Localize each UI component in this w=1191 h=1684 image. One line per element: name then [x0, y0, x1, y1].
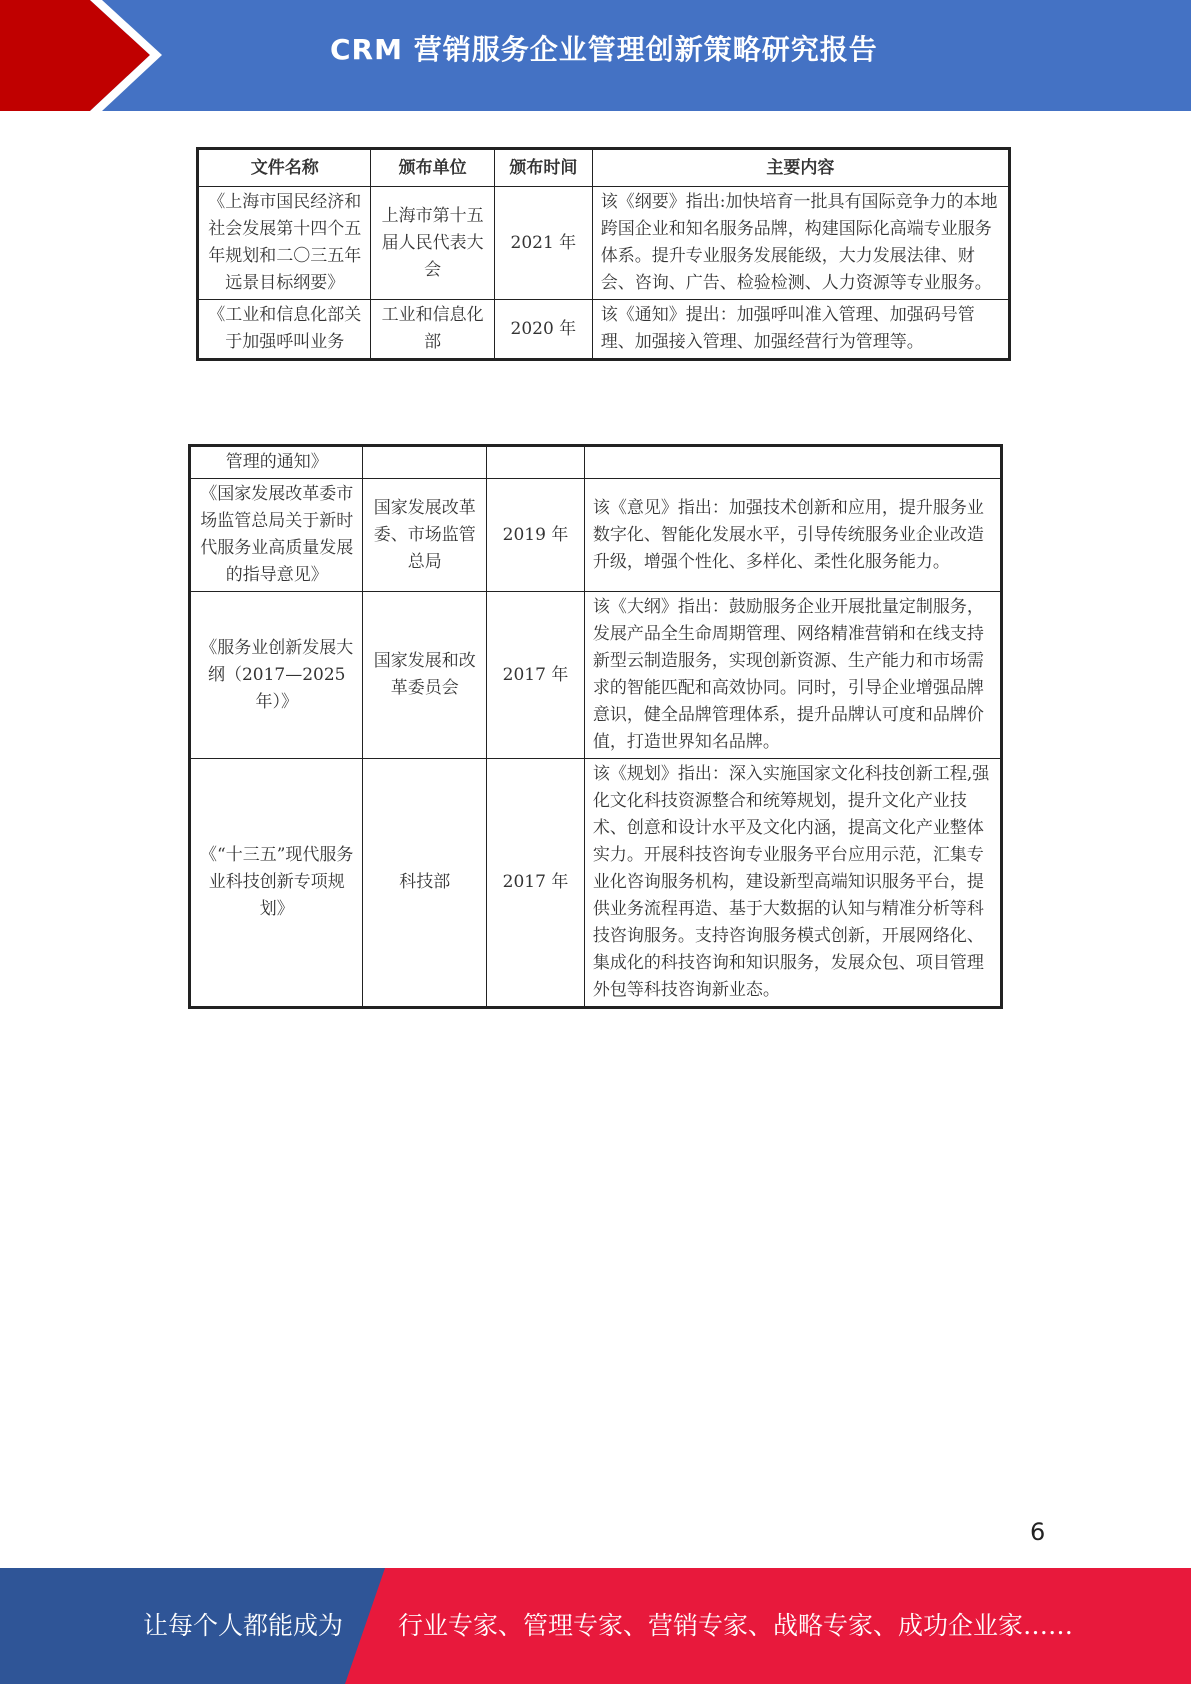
cell-issuer: 工业和信息化部 [371, 300, 495, 360]
table-row [190, 592, 1002, 759]
policy-table-part2 [188, 444, 1003, 1009]
policy-table-part1 [196, 147, 1011, 361]
cell-doc-name: 《“十三五”现代服务业科技创新专项规划》 [190, 759, 363, 1008]
header-banner [0, 0, 1191, 111]
table-row [190, 446, 1002, 479]
cell-year: 2017 年 [487, 592, 585, 759]
cell-year [487, 446, 585, 479]
cell-content: 该《规划》指出：深入实施国家文化科技创新工程,强化文化科技资源整合和统筹规划，提升文化产业技术、创意和设计水平及文化内涵，提高文化产业整体实力。开展科技咨询专业服务平台应用示范，汇集专业化咨询服务机构，建设新型高端知识服务平台，提供业务流程再造、基于大数据的认知与精准分析等科技咨询服务。支持咨询服务模式创新，开展网络化、集成化的科技咨询和知识服务，发展众包、项目管理外包等科技咨询新业态。 [584, 759, 1001, 1008]
cell-year: 2021 年 [494, 187, 592, 300]
cell-doc-name: 《上海市国民经济和社会发展第十四个五年规划和二〇三五年远景目标纲要》 [198, 187, 371, 300]
cell-content: 该《意见》指出：加强技术创新和应用，提升服务业数字化、智能化发展水平，引导传统服务业企业改造升级，增强个性化、多样化、柔性化服务能力。 [584, 479, 1001, 592]
header-cell-issuer: 颁布单位 [371, 149, 495, 187]
cell-year: 2019 年 [487, 479, 585, 592]
header-cell-name: 文件名称 [198, 149, 371, 187]
footer-slogan-left: 让每个人都能成为 [143, 1611, 344, 1640]
cell-doc-name: 《工业和信息化部关于加强呼叫业务 [198, 300, 371, 360]
cell-year: 2017 年 [487, 759, 585, 1008]
cell-content: 该《纲要》指出:加快培育一批具有国际竞争力的本地跨国企业和知名服务品牌，构建国际化高端专业服务体系。提升专业服务发展能级，大力发展法律、财会、咨询、广告、检验检测、人力资源等专业服务。 [592, 187, 1009, 300]
header-cell-year: 颁布时间 [494, 149, 592, 187]
cell-doc-name: 《国家发展改革委市场监管总局关于新时代服务业高质量发展的指导意见》 [190, 479, 363, 592]
footer-slogan-right: 行业专家、管理专家、营销专家、战略专家、成功企业家…… [398, 1611, 1074, 1640]
cell-issuer: 国家发展和改革委员会 [363, 592, 487, 759]
cell-year: 2020 年 [494, 300, 592, 360]
table-header-row [198, 149, 1010, 187]
footer-banner [0, 1568, 1191, 1684]
cell-issuer: 科技部 [363, 759, 487, 1008]
table-row [198, 187, 1010, 300]
cell-content: 该《大纲》指出：鼓励服务企业开展批量定制服务，发展产品全生命周期管理、网络精准营销和在线支持新型云制造服务，实现创新资源、生产能力和市场需求的智能匹配和高效协同。同时，引导企业增强品牌意识，健全品牌管理体系，提升品牌认可度和品牌价值，打造世界知名品牌。 [584, 592, 1001, 759]
cell-issuer: 国家发展改革委、市场监管总局 [363, 479, 487, 592]
page-number: 6 [1030, 1518, 1046, 1546]
cell-issuer [363, 446, 487, 479]
header-cell-content: 主要内容 [592, 149, 1009, 187]
table-row [198, 300, 1010, 360]
document-title: CRM 营销服务企业管理创新策略研究报告 [330, 33, 878, 66]
cell-content: 该《通知》提出：加强呼叫准入管理、加强码号管理、加强接入管理、加强经营行为管理等。 [592, 300, 1009, 360]
table-row [190, 479, 1002, 592]
cell-doc-name: 《服务业创新发展大纲（2017—2025 年）》 [190, 592, 363, 759]
table-row [190, 759, 1002, 1008]
cell-content [584, 446, 1001, 479]
cell-doc-name: 管理的通知》 [190, 446, 363, 479]
cell-issuer: 上海市第十五届人民代表大会 [371, 187, 495, 300]
